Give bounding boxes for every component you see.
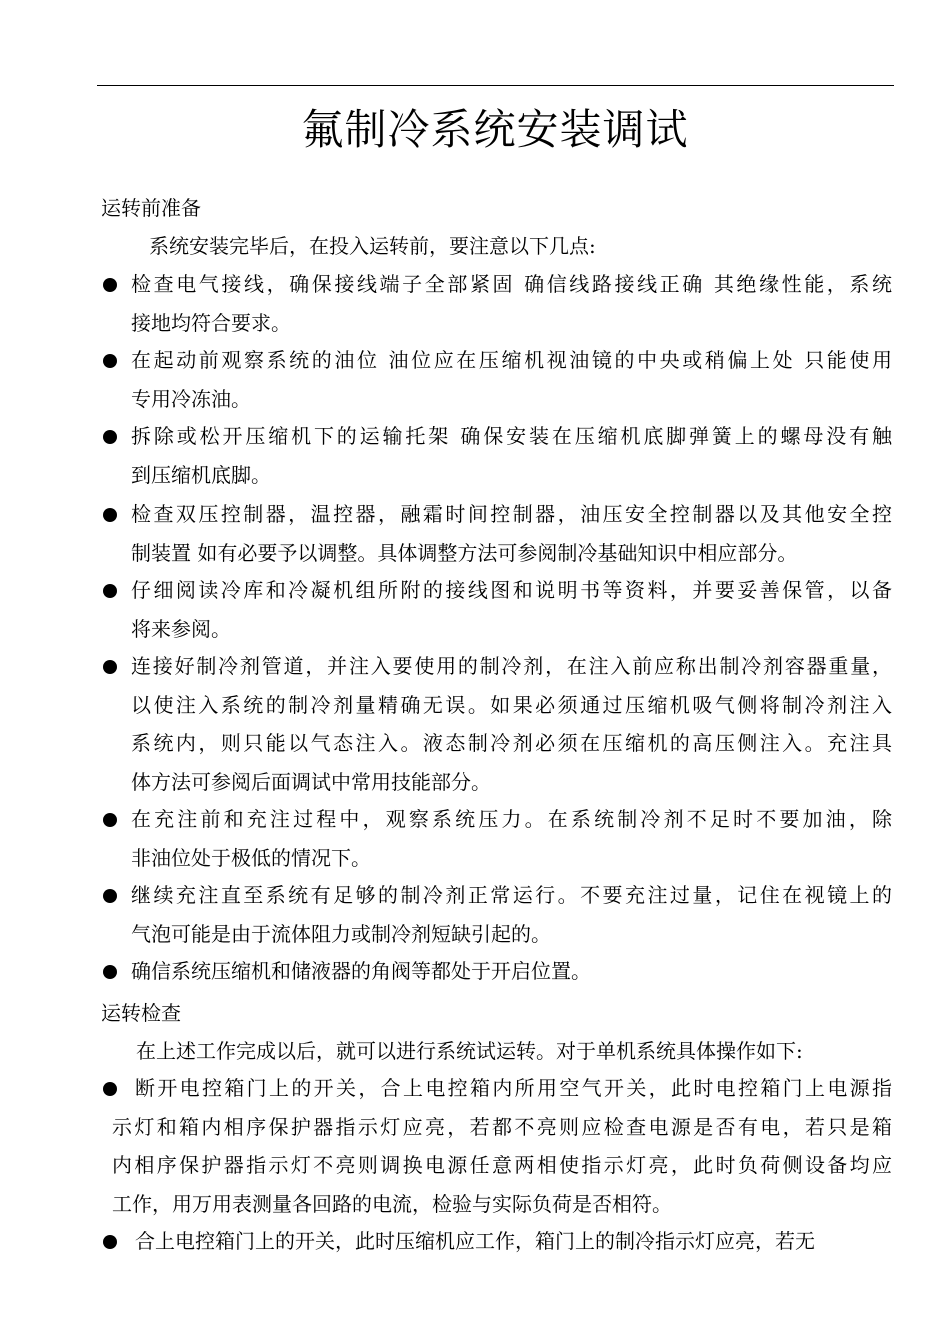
bullet-line: 以使注入系统的制冷剂量精确无误。如果必须通过压缩机吸气侧将制冷剂注入 [131, 692, 892, 717]
bullet-icon [103, 660, 117, 674]
bullet-line: 合上电控箱门上的开关，此时压缩机应工作，箱门上的制冷指示灯应亮，若无 [135, 1229, 815, 1253]
bullet-icon [103, 354, 117, 368]
bullet-line: 内相序保护器指示灯不亮则调换电源任意两相使指示灯亮，此时负荷侧设备均应 [112, 1153, 892, 1177]
bullet-line: 检查电气接线，确保接线端子全部紧固 确信线路接线正确 其绝缘性能，系统 [131, 272, 892, 296]
bullet-icon [103, 1082, 117, 1096]
bullet-line: 工作，用万用表测量各回路的电流，检验与实际负荷是否相符。 [112, 1191, 672, 1216]
bullet-line: 制装置 如有必要予以调整。具体调整方法可参阅制冷基础知识中相应部分。 [131, 540, 798, 565]
bullet-line: 气泡可能是由于流体阻力或制冷剂短缺引起的。 [131, 921, 551, 946]
bullet-line: 连接好制冷剂管道，并注入要使用的制冷剂，在注入前应称出制冷剂容器重量， [131, 654, 892, 678]
bullet-line: 拆除或松开压缩机下的运输托架 确保安装在压缩机底脚弹簧上的螺母没有触 [131, 424, 892, 448]
bullet-line: 断开电控箱门上的开关，合上电控箱内所用空气开关，此时电控箱门上电源指 [135, 1076, 892, 1100]
bullet-line: 示灯和箱内相序保护器指示灯应亮，若都不亮则应检查电源是否有电，若只是箱 [112, 1114, 892, 1139]
header-rule [97, 85, 894, 86]
bullet-line: 确信系统压缩机和储液器的角阀等都处于开启位置。 [131, 959, 591, 983]
bullet-line: 仔细阅读冷库和冷凝机组所附的接线图和说明书等资料，并要妥善保管，以备 [131, 578, 892, 602]
bullet-icon [103, 584, 117, 598]
bullet-icon [103, 965, 117, 979]
bullet-line: 非油位处于极低的情况下。 [131, 845, 371, 870]
bullet-line: 在起动前观察系统的油位 油位应在压缩机视油镜的中央或稍偏上处 只能使用 [131, 348, 892, 372]
section-intro: 在上述工作完成以后，就可以进行系统试运转。对于单机系统具体操作如下: [136, 1039, 803, 1063]
bullet-line: 继续充注直至系统有足够的制冷剂正常运行。不要充注过量，记住在视镜上的 [131, 883, 892, 907]
section-intro: 系统安装完毕后，在投入运转前，要注意以下几点: [149, 234, 596, 258]
section-heading: 运转检查 [101, 1001, 181, 1025]
bullet-line: 体方法可参阅后面调试中常用技能部分。 [131, 769, 491, 794]
bullet-line: 检查双压控制器，温控器，融霜时间控制器，油压安全控制器以及其他安全控 [131, 502, 892, 526]
bullet-icon [103, 508, 117, 522]
bullet-icon [103, 889, 117, 903]
bullet-line: 专用冷冻油。 [131, 386, 251, 411]
bullet-line: 接地均符合要求。 [131, 310, 291, 335]
bullet-line: 到压缩机底脚。 [131, 462, 271, 487]
bullet-icon [103, 278, 117, 292]
section-heading: 运转前准备 [101, 196, 201, 220]
bullet-icon [103, 813, 117, 827]
bullet-line: 系统内，则只能以气态注入。液态制冷剂必须在压缩机的高压侧注入。充注具 [131, 731, 892, 755]
bullet-line: 将来参阅。 [131, 616, 231, 641]
bullet-icon [103, 430, 117, 444]
bullet-line: 在充注前和充注过程中，观察系统压力。在系统制冷剂不足时不要加油，除 [131, 807, 892, 831]
bullet-icon [103, 1235, 117, 1249]
document-title: 氟制冷系统安装调试 [301, 105, 689, 154]
